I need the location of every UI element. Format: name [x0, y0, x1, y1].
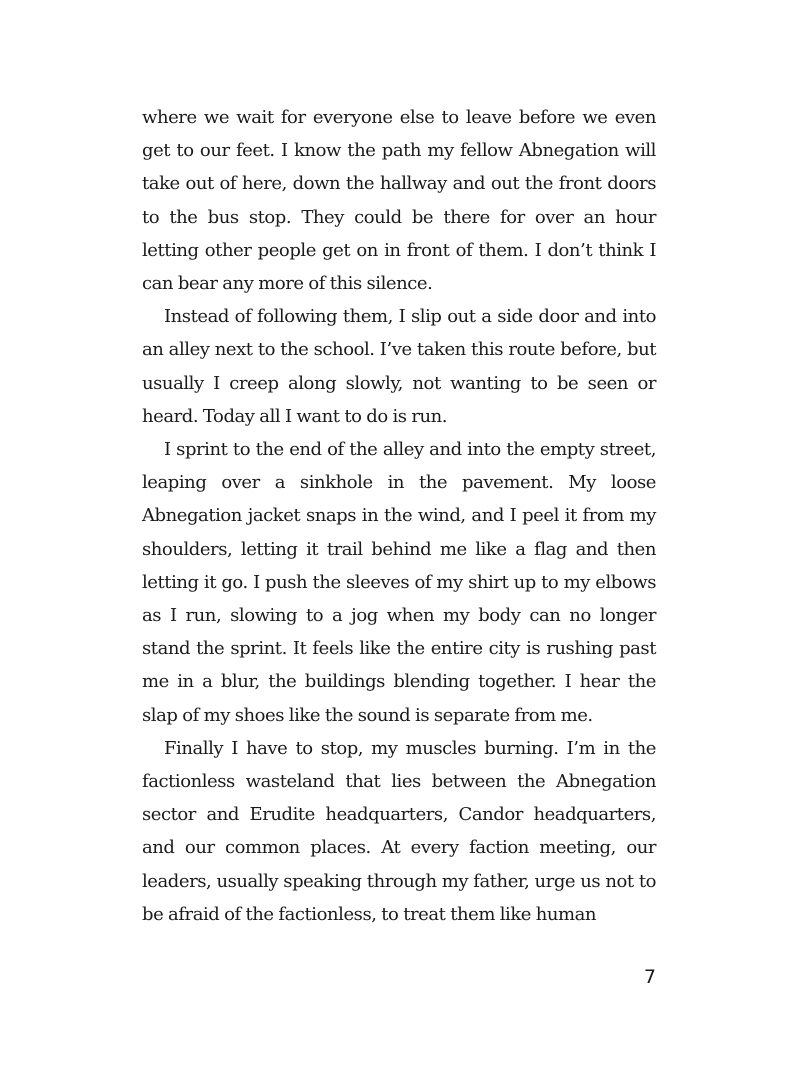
- paragraph: I sprint to the end of the alley and into the empty street, leaping over a sinkhole in the pavement. My loose Abnegation jacket snaps in the wind, and I peel it from my shoulders, letting it trail behind me like a flag and then letting it go. I push the sleeves of my shirt up to my elbows as I run, slowing to a jog when my body can no longer stand the sprint. It feels like the entire city is rushing past me in a blur, the buildings blending together. I hear the slap of my shoes like the sound is separate from me.: [142, 439, 656, 726]
- paragraph: Finally I have to stop, my muscles burning. I’m in the factionless wasteland that lies between the Abnegation sector and Erudite headquarters, Candor headquarters, and our common places. At every faction meeting, our leaders, usually speaking through my father, urge us not to be afraid of the factionless, to treat them like human: [142, 737, 656, 925]
- paragraph: Instead of following them, I slip out a side door and into an alley next to the school. I’ve taken this route before, but usually I creep along slowly, not wanting to be seen or heard. Today all I want to do is run.: [142, 306, 656, 427]
- page-number: 7: [643, 966, 656, 988]
- book-page-body: [142, 101, 656, 931]
- paragraph-continued: where we wait for everyone else to leave before we even get to our feet. I know the path my fellow Abnegation will take out of here, down the hallway and out the front doors to the bus stop. They could be there for over an hour letting other people get on in front of them. I don’t think I can bear any more of this silence.: [142, 107, 656, 295]
